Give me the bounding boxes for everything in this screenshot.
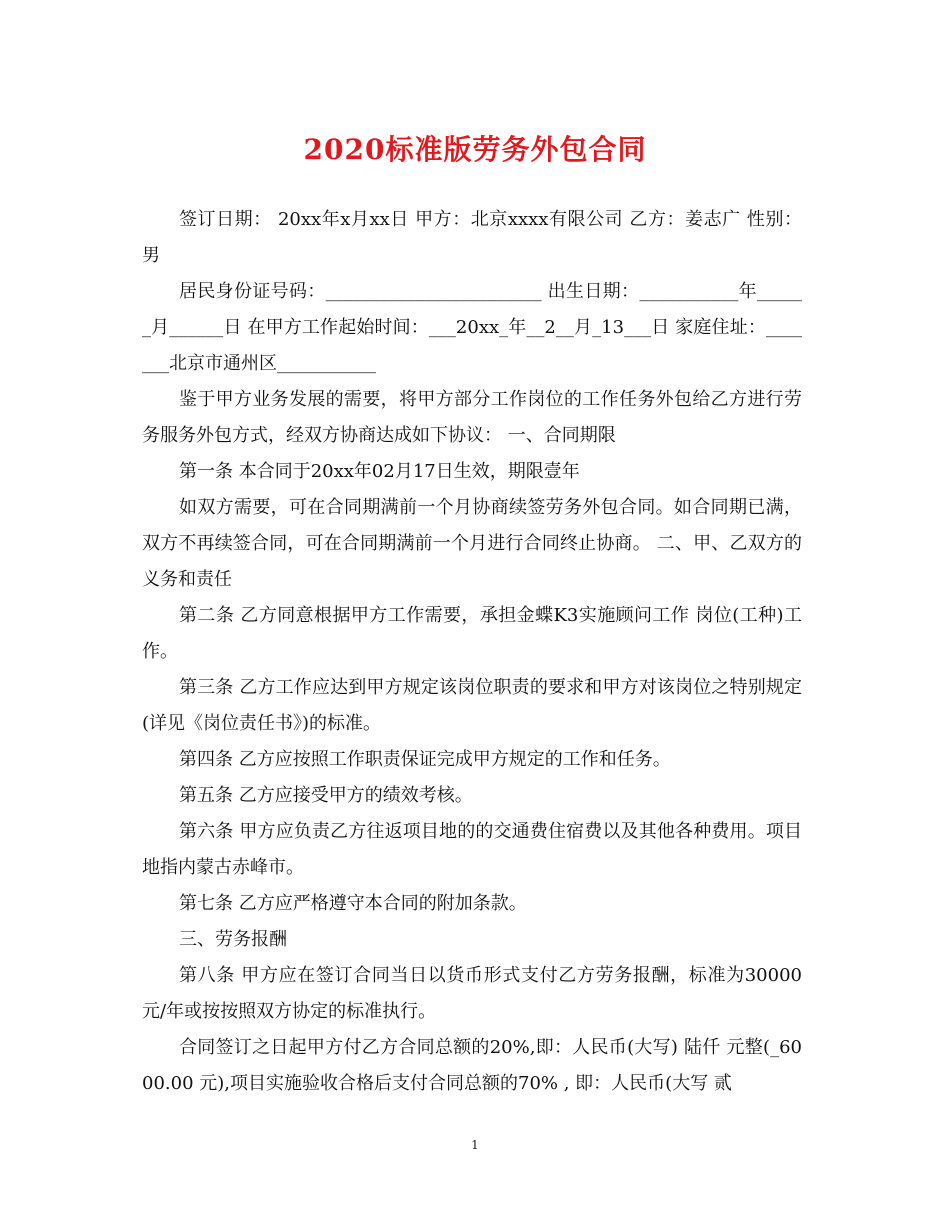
paragraph-preamble: 鉴于甲方业务发展的需要，将甲方部分工作岗位的工作任务外包给乙方进行劳务服务外包方式，经双方协商达成如下协议： 一、合同期限: [142, 389, 802, 446]
paragraph-article-3: 第三条 乙方工作应达到甲方规定该岗位职责的要求和甲方对该岗位之特别规定(详见《岗位责任书》)的标准。: [142, 677, 802, 734]
paragraph-payment-terms: 合同签订之日起甲方付乙方合同总额的20%,即：人民币(大写) 陆仟 元整(_6000.00 元),项目实施验收合格后支付合同总额的70% , 即：人民币(大写 贰: [142, 1037, 802, 1094]
paragraph-signing-info: 签订日期： 20xx年x月xx日 甲方：北京xxxx有限公司 乙方：姜志广 性别：男: [142, 209, 802, 266]
document-body: [142, 202, 802, 1102]
paragraph-article-4: 第四条 乙方应按照工作职责保证完成甲方规定的工作和任务。: [179, 749, 671, 770]
paragraph-article-8: 第八条 甲方应在签订合同当日以货币形式支付乙方劳务报酬，标准为30000元/年或按按照双方协定的标准执行。: [142, 965, 802, 1022]
paragraph-article-1: 第一条 本合同于20xx年02月17日生效，期限壹年: [179, 461, 580, 482]
section-heading-remuneration: 三、劳务报酬: [179, 929, 287, 950]
paragraph-personal-info: 居民身份证号码：________________________ 出生日期：___________年______月______日 在甲方工作起始时间：___20xx_年__2__月_13___日 家庭住址：_______北京市通州区___________: [142, 281, 802, 374]
paragraph-renewal: 如双方需要，可在合同期满前一个月协商续签劳务外包合同。如合同期已满，双方不再续签合同，可在合同期满前一个月进行合同终止协商。 二、甲、乙双方的义务和责任: [142, 497, 802, 590]
paragraph-article-5: 第五条 乙方应接受甲方的绩效考核。: [179, 785, 473, 806]
paragraph-article-2: 第二条 乙方同意根据甲方工作需要，承担金蝶K3实施顾问工作 岗位(工种)工作。: [142, 605, 802, 662]
document-title: 2020标准版劳务外包合同: [303, 133, 647, 166]
page-number: 1: [471, 1138, 479, 1152]
paragraph-article-7: 第七条 乙方应严格遵守本合同的附加条款。: [179, 893, 527, 914]
paragraph-article-6: 第六条 甲方应负责乙方往返项目地的的交通费住宿费以及其他各种费用。项目地指内蒙古赤峰市。: [142, 821, 802, 878]
